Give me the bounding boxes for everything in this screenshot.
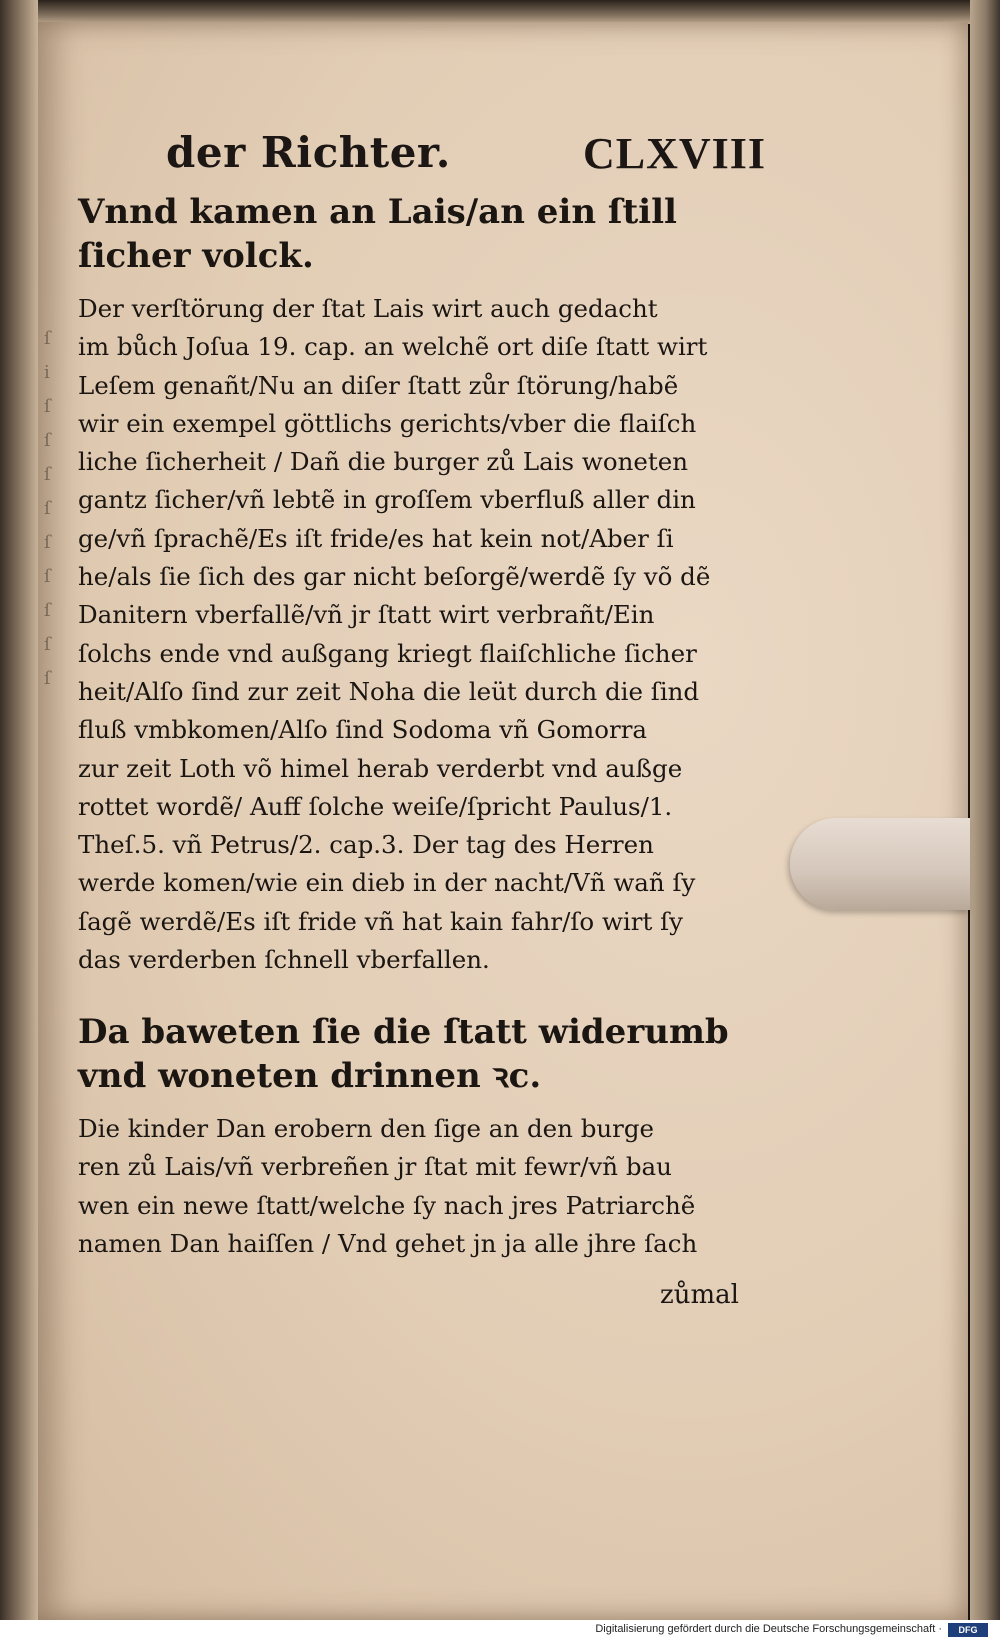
gutter-mark: ſ (44, 566, 51, 587)
gutter-mark: ſ (44, 498, 51, 519)
gutter-mark: ſ (44, 430, 51, 451)
gutter-mark: ſ (44, 328, 51, 349)
heading-line: vnd woneten drinnen ꝛc. (78, 1056, 542, 1096)
book-top-edge (38, 0, 970, 24)
gutter-mark: ſ (44, 532, 51, 553)
text-line: fluß vmbkomen/Alſo ſind Sodoma vñ Gomorra (78, 715, 648, 745)
heading-line: Vnnd kamen an Lais/an ein ſtill (78, 192, 677, 232)
book-fore-edge (970, 0, 1000, 1620)
text-line: wen ein newe ſtatt/welche ſy nach jres Patriarchẽ (78, 1190, 696, 1220)
dfg-logo: DFG (948, 1623, 988, 1637)
heading-line: ſicher volck. (78, 236, 314, 276)
text-line: Danitern vberfallẽ/vñ jr ſtatt wirt verbrañt/Ein (78, 600, 655, 630)
section-1-heading (78, 190, 778, 278)
text-line: rottet wordẽ/ Auff ſolche weiſe/ſpricht Paulus/1. (78, 791, 673, 821)
page-header (166, 128, 766, 198)
page-holder-clip (790, 818, 970, 910)
digitization-credit-bar (0, 1620, 1000, 1640)
text-line: ge/vñ ſprachẽ/Es iſt fride/es hat kein not/Aber ſi (78, 523, 674, 553)
folio-number: CLXVIII (582, 129, 766, 178)
text-line: ſagẽ werdẽ/Es iſt fride vñ hat kain fahr/ſo wirt ſy (78, 906, 683, 936)
text-line: im bůch Joſua 19. cap. an welchẽ ort diſe ſtatt wirt (78, 332, 708, 362)
text-line: ren zů Lais/vñ verbreñen jr ſtat mit fewr/vñ bau (78, 1152, 672, 1182)
text-line: Leſem genañt/Nu an diſer ſtatt zůr ſtörung/habẽ (78, 370, 679, 400)
gutter-mark: ſ (44, 634, 51, 655)
text-line: Die kinder Dan erobern den ſige an den burge (78, 1114, 655, 1143)
text-line: Theſ.5. vñ Petrus/2. cap.3. Der tag des Herren (78, 830, 654, 860)
text-line: namen Dan haiſſen / Vnd gehet jn ja alle jhre ſach (78, 1228, 698, 1258)
gutter-mark: ſ (44, 464, 51, 485)
gutter-mark: ſ (44, 600, 51, 621)
text-line: ſolchs ende vnd außgang kriegt flaiſchliche ſicher (78, 638, 697, 668)
text-line: das verderben ſchnell vberfallen. (78, 945, 490, 975)
text-line: heit/Alſo ſind zur zeit Noha die leüt durch die ſind (78, 676, 700, 706)
text-line: werde komen/wie ein dieb in der nacht/Vñ wañ ſy (78, 868, 696, 898)
section-1-body (78, 290, 778, 979)
text-line: liche ſicherheit / Dañ die burger zů Lais woneten (78, 447, 689, 477)
running-title: der Richter. (166, 128, 451, 177)
section-2-heading (78, 1010, 778, 1098)
gutter-bleed-marks (44, 322, 66, 1322)
gutter-mark: i (44, 362, 50, 383)
gutter-mark: ſ (44, 396, 51, 417)
section-2-body (78, 1110, 778, 1263)
catchword: zůmal (660, 1280, 739, 1310)
text-line: gantz ſicher/vñ lebtẽ in groſſem vberfluß aller din (78, 485, 696, 515)
credit-text: Digitalisierung gefördert durch die Deutsche Forschungsgemeinschaft · (595, 1623, 942, 1635)
book-spine-edge (0, 0, 38, 1640)
text-line: zur zeit Loth võ himel herab verderbt vnd außge (78, 753, 683, 783)
text-line: Der verſtörung der ſtat Lais wirt auch gedacht (78, 294, 658, 323)
text-line: wir ein exempel göttlichs gerichts/vber die flaiſch (78, 408, 697, 438)
heading-line: Da baweten ſie die ſtatt widerumb (78, 1012, 729, 1052)
gutter-mark: ſ (44, 668, 51, 689)
text-line: he/als ſie ſich des gar nicht beſorgẽ/werdẽ ſy võ dẽ (78, 562, 711, 592)
